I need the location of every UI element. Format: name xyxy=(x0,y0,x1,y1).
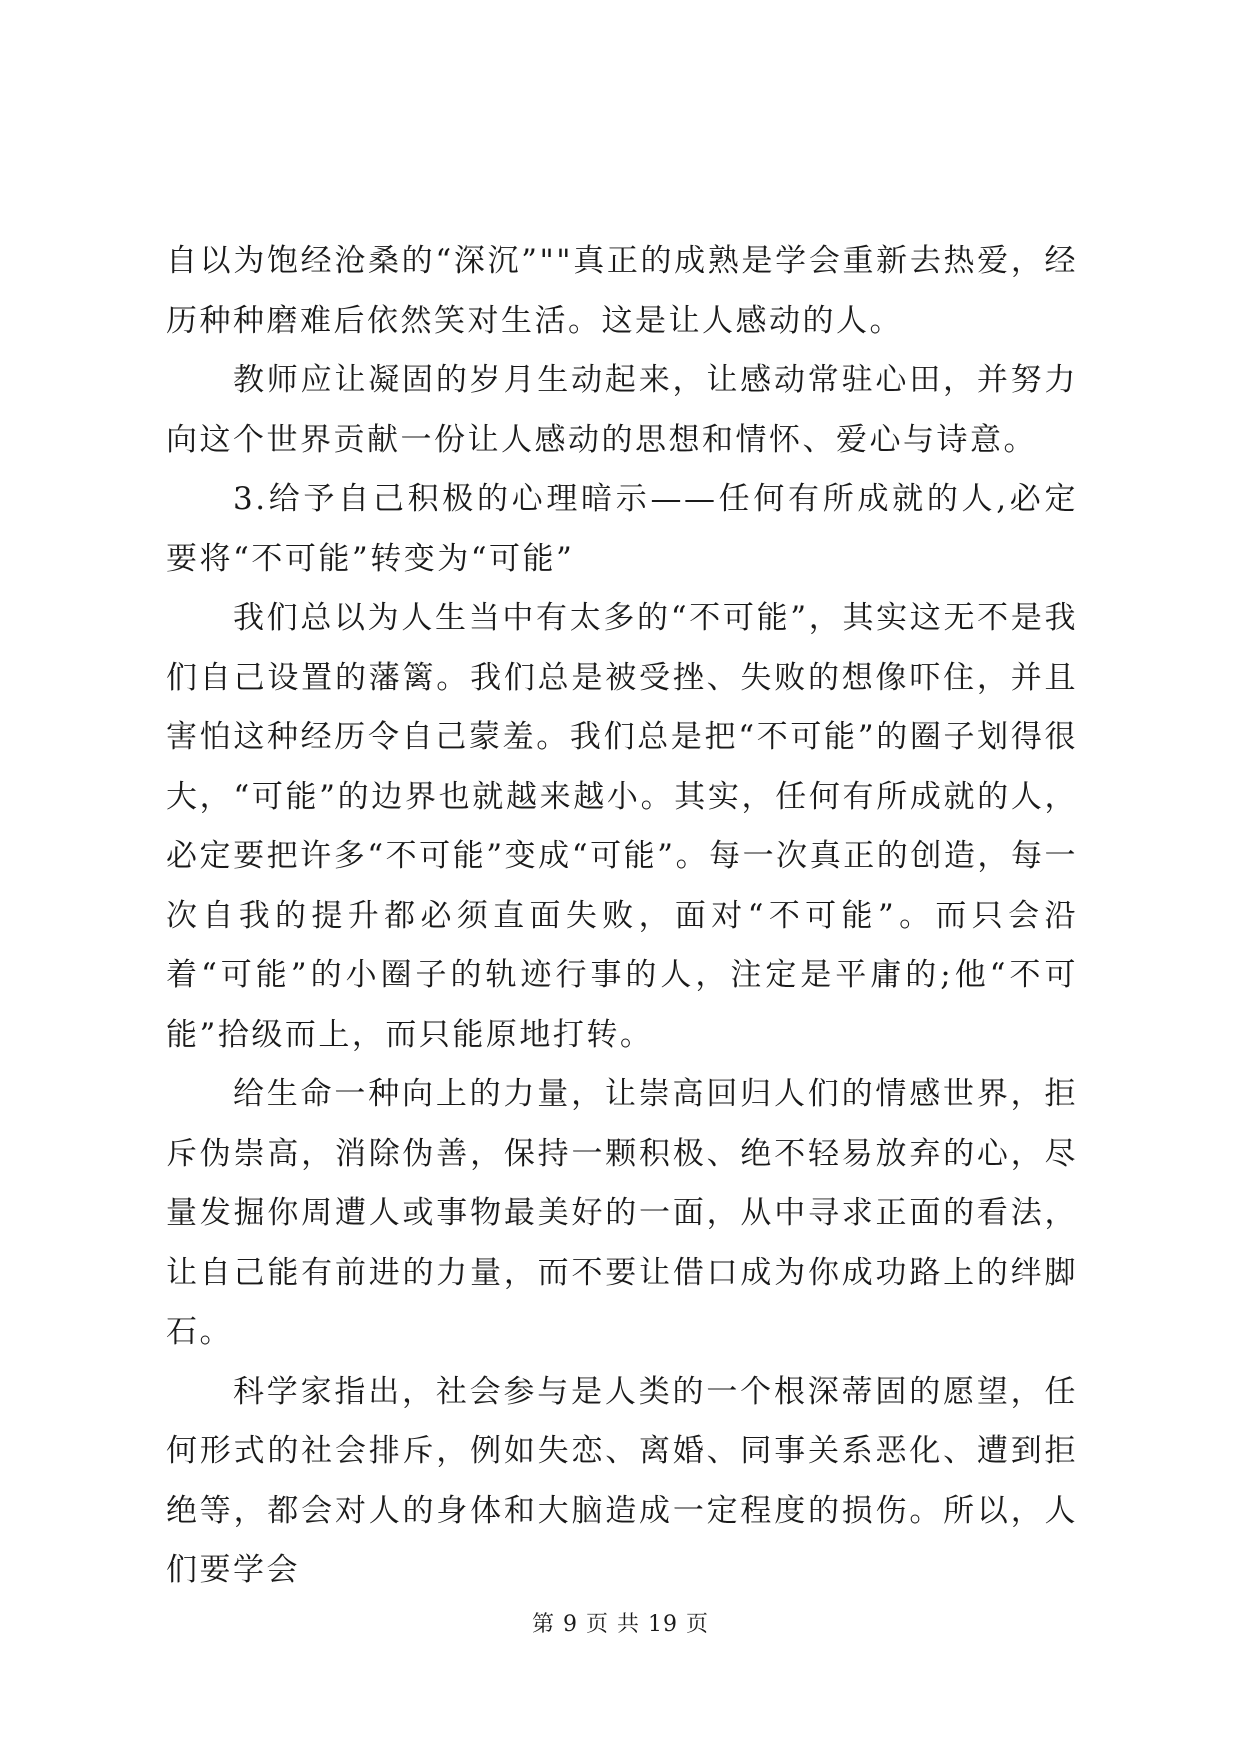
section-heading-3: 3.给予自己积极的心理暗示——任何有所成就的人,必定要将“不可能”转变为“可能” xyxy=(166,481,1078,577)
page-footer: 第 9 页 共 19 页 xyxy=(532,1612,709,1637)
paragraph-4: 我们总以为人生当中有太多的“不可能”，其实这无不是我们自己设置的藩篱。我们总是被受挫、失败的想像吓住，并且害怕这种经历令自己蒙羞。我们总是把“不可能”的圈子划得很大，“可能”的边界也就越来越小。其实，任何有所成就的人，必定要把许多“不可能”变成“可能”。每一次真正的创造，每一次自我的提升都必须直面失败，面对“不可能”。而只会沿着“可能”的小圈子的轨迹行事的人，注定是平庸的;他“不可能”拾级而上，而只能原地打转。 xyxy=(166,600,1078,1053)
paragraph-5: 给生命一种向上的力量，让崇高回归人们的情感世界，拒斥伪崇高，消除伪善，保持一颗积极、绝不轻易放弃的心，尽量发掘你周遭人或事物最美好的一面，从中寻求正面的看法，让自己能有前进的力量，而不要让借口成为你成功路上的绊脚石。 xyxy=(166,1076,1078,1350)
paragraph-1: 自以为饱经沧桑的“深沉”""真正的成熟是学会重新去热爱，经历种种磨难后依然笑对生活。这是让人感动的人。 xyxy=(166,243,1078,339)
paragraph-6: 科学家指出，社会参与是人类的一个根深蒂固的愿望，任何形式的社会排斥，例如失恋、离婚、同事关系恶化、遭到拒绝等，都会对人的身体和大脑造成一定程度的损伤。所以，人们要学会 xyxy=(166,1373,1078,1588)
document-body xyxy=(166,232,1078,1601)
paragraph-2: 教师应让凝固的岁月生动起来，让感动常驻心田，并努力向这个世界贡献一份让人感动的思想和情怀、爱心与诗意。 xyxy=(166,362,1078,458)
